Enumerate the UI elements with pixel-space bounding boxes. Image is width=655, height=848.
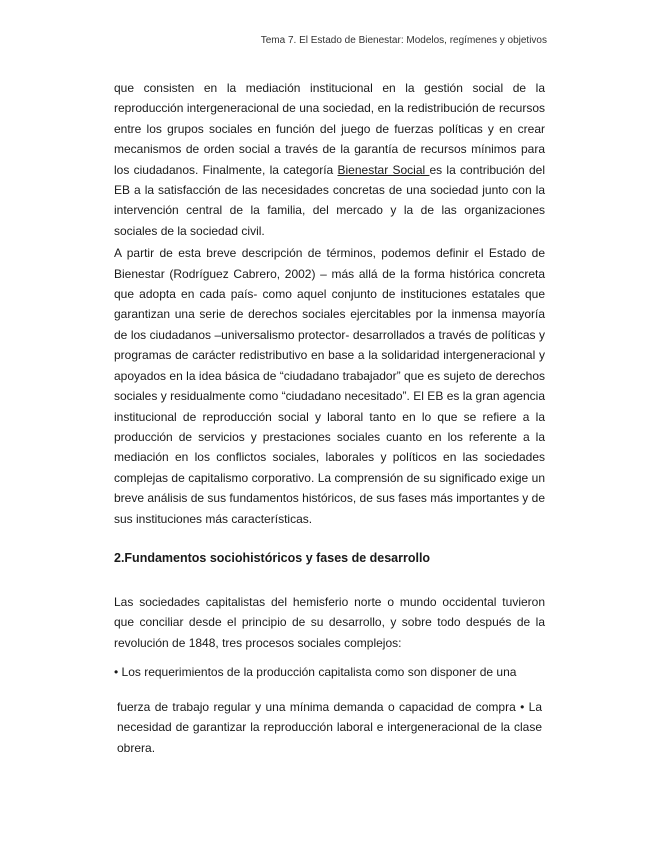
bienestar-social-term: Bienestar Social: [337, 162, 430, 177]
running-header: Tema 7. El Estado de Bienestar: Modelos, regímenes y objetivos: [260, 35, 547, 46]
paragraph-2: A partir de esta breve descripción de términos, podemos definir el Estado de Bienestar (Rodríguez Cabrero, 2002) – más allá de la forma histórica concreta que adopta en cada país- como aquel conjunto de instituciones estatales que garantizan una serie de derechos sociales ejercitables por la inmensa mayoría de los ciudadanos –universalismo protector- desarrollados a través de políticas y programas de carácter redistributivo en base a la solidaridad intergeneracional y apoyados en la idea básica de “ciudadano trabajador” que es sujeto de derechos sociales y residualmente como “ciudadano necesitado”. El EB es la gran agencia institucional de reproducción social y laboral tanto en lo que se refiere a la producción de servicios y prestaciones sociales cuanto en los referente a la mediación en los conflictos sociales, laborales y políticos en las sociedades complejas de capitalismo corporativo. La comprensión de su significado exige un breve análisis de sus fundamentos históricos, de sus fases más importantes y de sus instituciones más características.: [114, 246, 545, 526]
paragraph-1: [114, 78, 545, 241]
bullet-item-1: • Los requerimientos de la producción capitalista como son disponer de una: [114, 665, 517, 679]
paragraph-1-end: es la contribución del EB a la satisfacción de las necesidades concretas de una sociedad junto con la intervención central de la familia, del mercado y la de las organizaciones sociales de la sociedad civil.: [114, 162, 546, 238]
bullet-item-2: fuerza de trabajo regular y una mínima demanda o capacidad de compra • La necesidad de garantizar la reproducción laboral e intergeneracional de la clase obrera.: [117, 700, 542, 755]
section-intro-paragraph: Las sociedades capitalistas del hemisferio norte o mundo occidental tuvieron que conciliar desde el principio de su desarrollo, y sobre todo después de la revolución de 1848, tres procesos sociales complejos:: [114, 595, 545, 650]
section-heading: 2.Fundamentos sociohistóricos y fases de desarrollo: [114, 551, 431, 565]
paragraph-1-start: que consisten en la mediación institucional en la gestión social de la reproducción intergeneracional de una sociedad, en la redistribución de recursos entre los grupos sociales en función del juego de fuerzas políticas y en crear mecanismos de orden social a través de la garantía de recursos mínimos para los ciudadanos. Finalmente, la categoría: [114, 81, 545, 177]
body-text: [114, 78, 545, 529]
